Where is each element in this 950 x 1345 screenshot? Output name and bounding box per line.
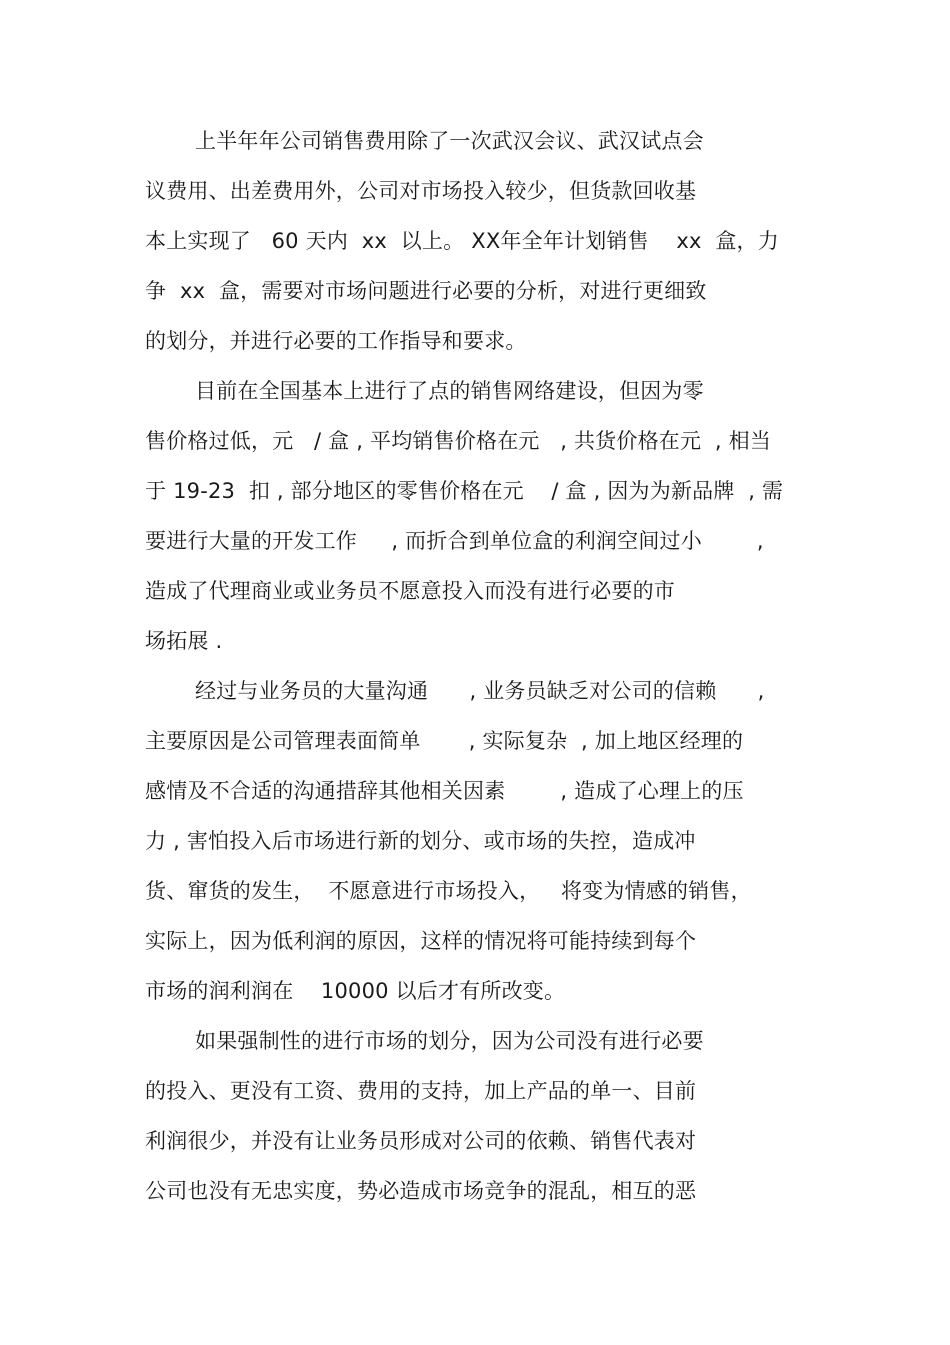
paragraph-2-line-1: 目前在全国基本上进行了点的销售网络建设，但因为零	[195, 379, 704, 403]
paragraph-2-line-6: 场拓展 .	[145, 629, 223, 653]
paragraph-3-line-2: 主要原因是公司管理表面简单 , 实际复杂 , 加上地区经理的	[145, 729, 744, 753]
paragraph-4-line-3: 利润很少，并没有让业务员形成对公司的依赖、销售代表对	[145, 1129, 697, 1153]
paragraph-3-line-4: 力 , 害怕投入后市场进行新的划分、或市场的失控，造成冲	[145, 829, 696, 853]
paragraph-3-line-1: 经过与业务员的大量沟通 , 业务员缺乏对公司的信赖 ,	[195, 679, 765, 703]
paragraph-3-line-7: 市场的润利润在 10000 以后才有所改变。	[145, 979, 566, 1003]
paragraph-4-line-4: 公司也没有无忠实度，势必造成市场竞争的混乱，相互的恶	[145, 1179, 697, 1203]
paragraph-1-line-1: 上半年年公司销售费用除了一次武汉会议、武汉试点会	[195, 129, 704, 153]
paragraph-2-line-3: 于 19-23 扣 , 部分地区的零售价格在元 / 盒 , 因为为新品牌 , 需	[145, 479, 784, 503]
paragraph-2-line-2: 售价格过低，元 / 盒 , 平均销售价格在元 , 共货价格在元 , 相当	[145, 429, 772, 453]
paragraph-1-line-3: 本上实现了 60 天内 xx 以上。 XX年全年计划销售 xx 盒，力	[145, 229, 779, 253]
paragraph-1-line-4: 争 xx 盒，需要对市场问题进行必要的分析，对进行更细致	[145, 279, 707, 303]
paragraph-2-line-5: 造成了代理商业或业务员不愿意投入而没有进行必要的市	[145, 579, 675, 603]
paragraph-3-line-3: 感情及不合适的沟通措辞其他相关因素 , 造成了心理上的压	[145, 779, 744, 803]
paragraph-3-line-5: 货、窜货的发生， 不愿意进行市场投入， 将变为情感的销售，	[145, 879, 752, 903]
paragraph-4-line-1: 如果强制性的进行市场的划分，因为公司没有进行必要	[195, 1029, 704, 1053]
paragraph-3-line-6: 实际上，因为低利润的原因，这样的情况将可能持续到每个	[145, 929, 697, 953]
paragraph-1-line-2: 议费用、出差费用外，公司对市场投入较少，但货款回收基	[145, 179, 697, 203]
paragraph-1-line-5: 的划分，并进行必要的工作指导和要求。	[145, 329, 527, 353]
paragraph-4-line-2: 的投入、更没有工资、费用的支持，加上产品的单一、目前	[145, 1079, 697, 1103]
paragraph-2-line-4: 要进行大量的开发工作 , 而折合到单位盒的利润空间过小 ,	[145, 529, 764, 553]
